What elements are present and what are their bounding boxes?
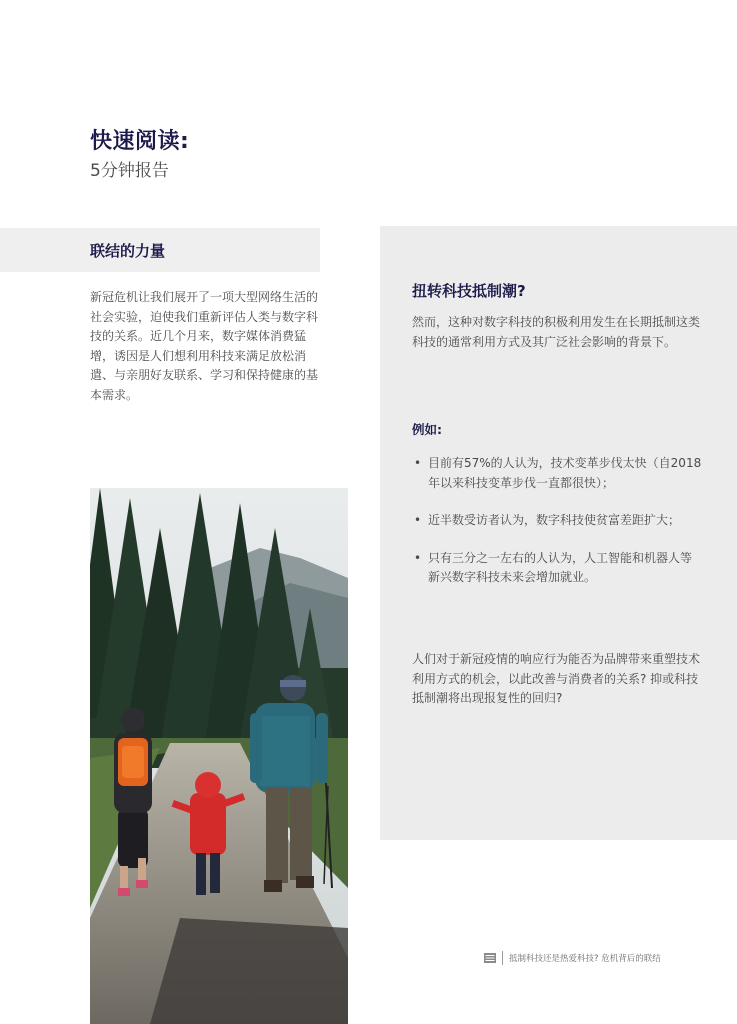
bullet-icon: • — [414, 456, 422, 470]
list-item-text: 只有三分之一左右的人认为，人工智能和机器人等新兴数字科技未来会增加就业。 — [428, 550, 693, 584]
list-item-text: 近半数受访者认为，数字科技使贫富差距扩大； — [428, 513, 681, 527]
list-item — [412, 511, 702, 531]
page-footer — [484, 950, 661, 966]
right-section-intro: 然而，这种对数字科技的积极利用发生在长期抵制这类科技的通常利用方式及其广泛社会影响的背景下。 — [412, 315, 701, 349]
right-section-heading: 扭转科技抵制潮? — [412, 282, 526, 300]
left-section-heading: 联结的力量 — [90, 242, 166, 260]
footer-divider — [502, 951, 503, 965]
page-subtitle: 5分钟报告 — [90, 161, 169, 181]
example-label: 例如: — [412, 422, 442, 437]
family-hiking-photo — [90, 488, 348, 1024]
bullet-icon: • — [414, 513, 422, 527]
report-icon — [484, 953, 496, 963]
left-section-body: 新冠危机让我们展开了一项大型网络生活的社会实验，迫使我们重新评估人类与数字科技的关系。近几个月来，数字媒体消费猛增，诱因是人们想利用科技来满足放松消遣、与亲朋好友联系、学习和保持健康的基本需求。 — [90, 290, 319, 402]
footer-text: 抵制科技还是热爱科技? 危机背后的联结 — [509, 954, 661, 964]
bullet-icon: • — [414, 550, 422, 565]
example-list — [412, 454, 702, 606]
right-section-closing: 人们对于新冠疫情的响应行为能否为品牌带来重塑技术利用方式的机会，以此改善与消费者的关系? 抑或科技抵制潮将出现报复性的回归? — [412, 652, 701, 705]
list-item — [412, 549, 702, 588]
page-title: 快速阅读: — [90, 129, 190, 154]
list-item — [412, 454, 702, 493]
list-item-text: 目前有57%的人认为，技术变革步伐太快（自2018年以来科技变革步伐一直都很快）； — [428, 456, 702, 490]
